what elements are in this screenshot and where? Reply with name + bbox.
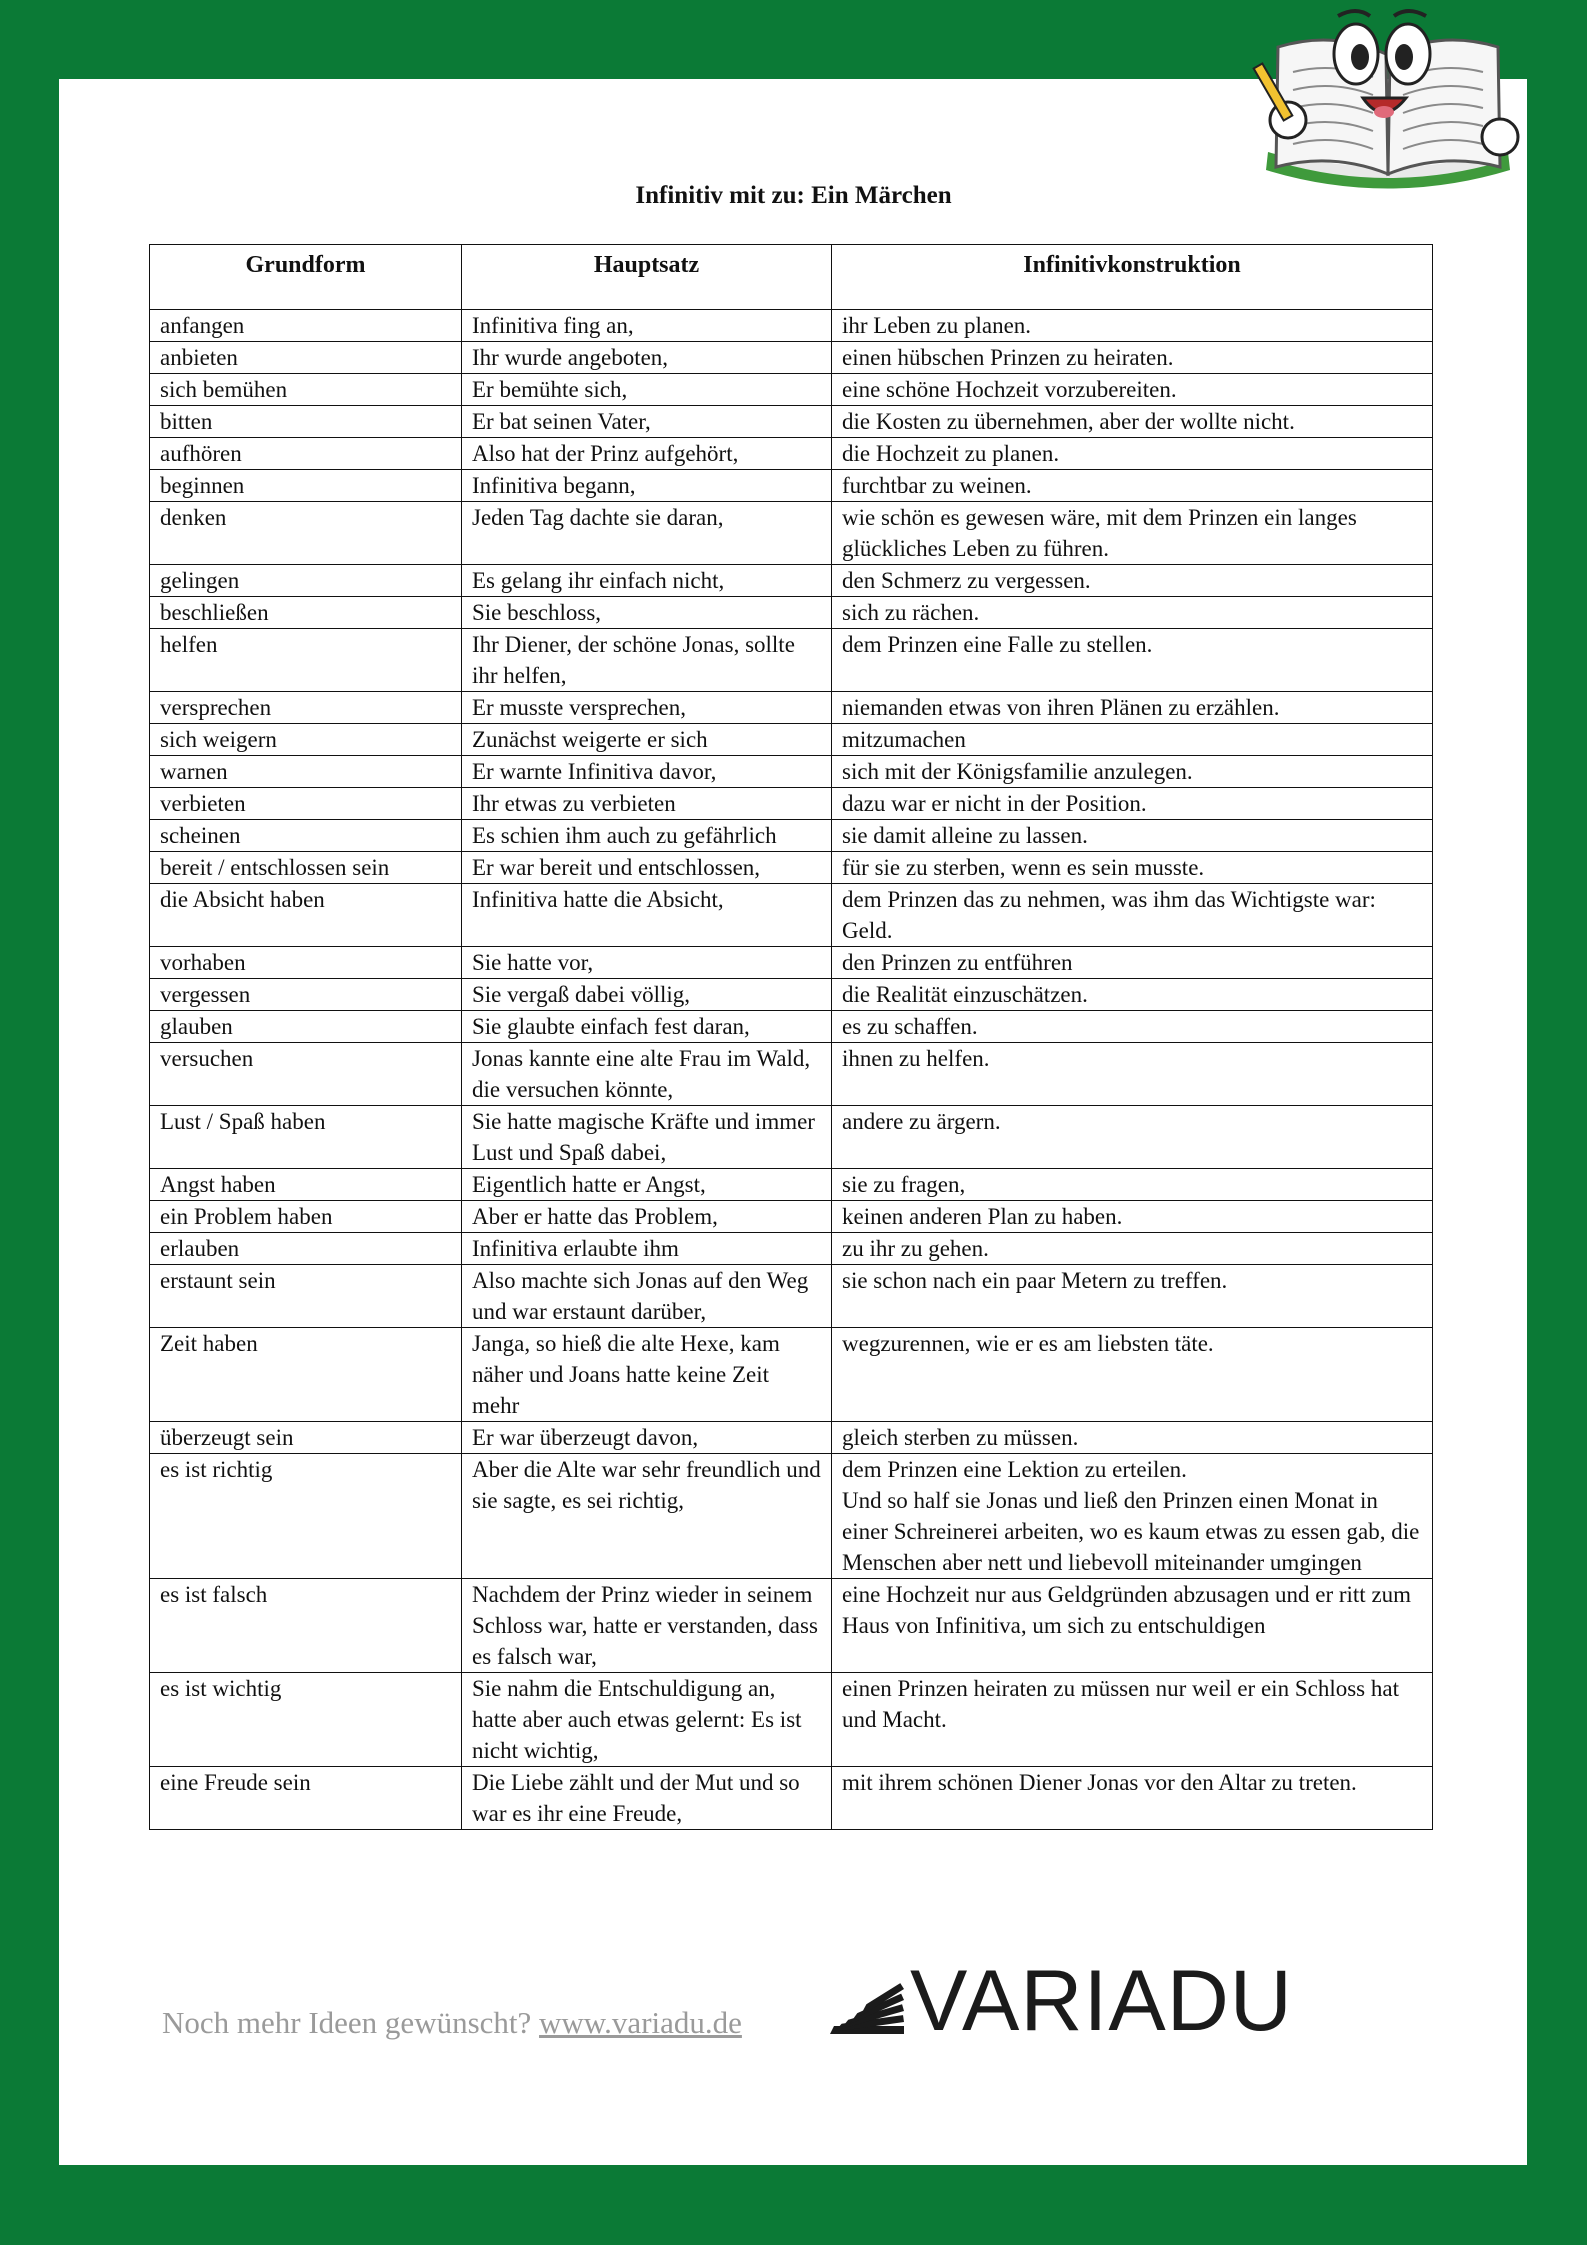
- cell-infinitivkonstruktion: dem Prinzen eine Lektion zu erteilen. Und so half sie Jonas und ließ den Prinzen einen Monat in einer Schreinerei arbeiten, wo es kaum etwas zu essen gab, die Menschen aber nett und liebevoll miteinander umgingen: [832, 1454, 1433, 1579]
- cell-hauptsatz: Infinitiva erlaubte ihm: [462, 1233, 832, 1265]
- cell-hauptsatz: Es gelang ihr einfach nicht,: [462, 565, 832, 597]
- cell-hauptsatz: Er war bereit und entschlossen,: [462, 852, 832, 884]
- brand-rays-icon: [828, 1964, 906, 2038]
- table-row: [150, 947, 1433, 979]
- cell-grundform: versprechen: [150, 692, 462, 724]
- cell-grundform: helfen: [150, 629, 462, 692]
- cell-hauptsatz: Ihr wurde angeboten,: [462, 342, 832, 374]
- cell-grundform: bereit / entschlossen sein: [150, 852, 462, 884]
- cell-infinitivkonstruktion: den Schmerz zu vergessen.: [832, 565, 1433, 597]
- table-row: [150, 788, 1433, 820]
- table-header-row: [150, 245, 1433, 310]
- cell-grundform: die Absicht haben: [150, 884, 462, 947]
- column-header-hauptsatz: Hauptsatz: [462, 245, 832, 310]
- table-row: [150, 1579, 1433, 1673]
- table-row: [150, 1043, 1433, 1106]
- cell-hauptsatz: Infinitiva hatte die Absicht,: [462, 884, 832, 947]
- cell-infinitivkonstruktion: sich zu rächen.: [832, 597, 1433, 629]
- cell-hauptsatz: Sie glaubte einfach fest daran,: [462, 1011, 832, 1043]
- cell-hauptsatz: Er bemühte sich,: [462, 374, 832, 406]
- table-row: [150, 502, 1433, 565]
- table-row: [150, 1201, 1433, 1233]
- column-header-infinitivkonstruktion: Infinitivkonstruktion: [832, 245, 1433, 310]
- cell-grundform: vergessen: [150, 979, 462, 1011]
- cell-grundform: anbieten: [150, 342, 462, 374]
- cell-grundform: ein Problem haben: [150, 1201, 462, 1233]
- table-row: [150, 1454, 1433, 1579]
- cell-hauptsatz: Infinitiva fing an,: [462, 310, 832, 342]
- cell-grundform: bitten: [150, 406, 462, 438]
- cell-grundform: glauben: [150, 1011, 462, 1043]
- cell-infinitivkonstruktion: wie schön es gewesen wäre, mit dem Prinzen ein langes glückliches Leben zu führen.: [832, 502, 1433, 565]
- cell-hauptsatz: Also hat der Prinz aufgehört,: [462, 438, 832, 470]
- cell-grundform: scheinen: [150, 820, 462, 852]
- cell-hauptsatz: Also machte sich Jonas auf den Weg und war erstaunt darüber,: [462, 1265, 832, 1328]
- table-row: [150, 597, 1433, 629]
- cell-hauptsatz: Janga, so hieß die alte Hexe, kam näher und Joans hatte keine Zeit mehr: [462, 1328, 832, 1422]
- cell-hauptsatz: Nachdem der Prinz wieder in seinem Schloss war, hatte er verstanden, dass es falsch war,: [462, 1579, 832, 1673]
- cell-infinitivkonstruktion: dem Prinzen das zu nehmen, was ihm das Wichtigste war: Geld.: [832, 884, 1433, 947]
- cell-infinitivkonstruktion: wegzurennen, wie er es am liebsten täte.: [832, 1328, 1433, 1422]
- cell-grundform: Zeit haben: [150, 1328, 462, 1422]
- cell-hauptsatz: Sie hatte magische Kräfte und immer Lust und Spaß dabei,: [462, 1106, 832, 1169]
- cell-hauptsatz: Ihr etwas zu verbieten: [462, 788, 832, 820]
- cell-grundform: überzeugt sein: [150, 1422, 462, 1454]
- table-row: [150, 374, 1433, 406]
- cell-hauptsatz: Zunächst weigerte er sich: [462, 724, 832, 756]
- cell-infinitivkonstruktion: ihr Leben zu planen.: [832, 310, 1433, 342]
- cell-hauptsatz: Er musste versprechen,: [462, 692, 832, 724]
- cell-infinitivkonstruktion: einen hübschen Prinzen zu heiraten.: [832, 342, 1433, 374]
- cell-infinitivkonstruktion: sie zu fragen,: [832, 1169, 1433, 1201]
- cell-grundform: erstaunt sein: [150, 1265, 462, 1328]
- table-row: [150, 1233, 1433, 1265]
- cell-grundform: verbieten: [150, 788, 462, 820]
- footer-text: [162, 2005, 742, 2041]
- cell-hauptsatz: Die Liebe zählt und der Mut und so war es ihr eine Freude,: [462, 1767, 832, 1830]
- cell-grundform: vorhaben: [150, 947, 462, 979]
- cell-infinitivkonstruktion: gleich sterben zu müssen.: [832, 1422, 1433, 1454]
- table-row: [150, 1106, 1433, 1169]
- cell-hauptsatz: Sie nahm die Entschuldigung an, hatte aber auch etwas gelernt: Es ist nicht wichtig,: [462, 1673, 832, 1767]
- cell-grundform: sich bemühen: [150, 374, 462, 406]
- cell-hauptsatz: Jonas kannte eine alte Frau im Wald, die versuchen könnte,: [462, 1043, 832, 1106]
- cell-grundform: beschließen: [150, 597, 462, 629]
- cell-grundform: erlauben: [150, 1233, 462, 1265]
- cell-hauptsatz: Sie beschloss,: [462, 597, 832, 629]
- cell-infinitivkonstruktion: sie schon nach ein paar Metern zu treffen.: [832, 1265, 1433, 1328]
- table-row: [150, 724, 1433, 756]
- cell-infinitivkonstruktion: den Prinzen zu entführen: [832, 947, 1433, 979]
- cell-infinitivkonstruktion: einen Prinzen heiraten zu müssen nur weil er ein Schloss hat und Macht.: [832, 1673, 1433, 1767]
- cell-infinitivkonstruktion: sich mit der Königsfamilie anzulegen.: [832, 756, 1433, 788]
- cell-infinitivkonstruktion: die Kosten zu übernehmen, aber der wollte nicht.: [832, 406, 1433, 438]
- cell-hauptsatz: Infinitiva begann,: [462, 470, 832, 502]
- cell-hauptsatz: Aber die Alte war sehr freundlich und sie sagte, es sei richtig,: [462, 1454, 832, 1579]
- table-row: [150, 852, 1433, 884]
- table-row: [150, 1169, 1433, 1201]
- table-row: [150, 1265, 1433, 1328]
- cell-hauptsatz: Ihr Diener, der schöne Jonas, sollte ihr helfen,: [462, 629, 832, 692]
- cell-infinitivkonstruktion: die Realität einzuschätzen.: [832, 979, 1433, 1011]
- table-row: [150, 979, 1433, 1011]
- cell-infinitivkonstruktion: mitzumachen: [832, 724, 1433, 756]
- cell-grundform: gelingen: [150, 565, 462, 597]
- cell-infinitivkonstruktion: andere zu ärgern.: [832, 1106, 1433, 1169]
- cell-infinitivkonstruktion: dem Prinzen eine Falle zu stellen.: [832, 629, 1433, 692]
- table-row: [150, 438, 1433, 470]
- cell-infinitivkonstruktion: sie damit alleine zu lassen.: [832, 820, 1433, 852]
- cell-grundform: anfangen: [150, 310, 462, 342]
- cell-hauptsatz: Sie vergaß dabei völlig,: [462, 979, 832, 1011]
- cell-hauptsatz: Er warnte Infinitiva davor,: [462, 756, 832, 788]
- table-row: [150, 406, 1433, 438]
- cell-infinitivkonstruktion: furchtbar zu weinen.: [832, 470, 1433, 502]
- table-row: [150, 310, 1433, 342]
- table-row: [150, 692, 1433, 724]
- cell-grundform: warnen: [150, 756, 462, 788]
- cell-hauptsatz: Aber er hatte das Problem,: [462, 1201, 832, 1233]
- footer-prompt: Noch mehr Ideen gewünscht?: [162, 2005, 532, 2040]
- cell-infinitivkonstruktion: keinen anderen Plan zu haben.: [832, 1201, 1433, 1233]
- table-row: [150, 1673, 1433, 1767]
- cell-hauptsatz: Sie hatte vor,: [462, 947, 832, 979]
- table-row: [150, 1328, 1433, 1422]
- cell-hauptsatz: Er bat seinen Vater,: [462, 406, 832, 438]
- infinitive-table: [149, 244, 1433, 1830]
- cell-grundform: es ist falsch: [150, 1579, 462, 1673]
- cell-grundform: aufhören: [150, 438, 462, 470]
- cell-hauptsatz: Es schien ihm auch zu gefährlich: [462, 820, 832, 852]
- cell-infinitivkonstruktion: ihnen zu helfen.: [832, 1043, 1433, 1106]
- cell-infinitivkonstruktion: niemanden etwas von ihren Plänen zu erzählen.: [832, 692, 1433, 724]
- table-row: [150, 470, 1433, 502]
- website-link[interactable]: www.variadu.de: [539, 2005, 742, 2040]
- brand-logo: [828, 1953, 1293, 2049]
- column-header-grundform: Grundform: [150, 245, 462, 310]
- cell-grundform: denken: [150, 502, 462, 565]
- cell-grundform: sich weigern: [150, 724, 462, 756]
- cell-infinitivkonstruktion: die Hochzeit zu planen.: [832, 438, 1433, 470]
- table-row: [150, 1011, 1433, 1043]
- table-row: [150, 756, 1433, 788]
- cell-grundform: es ist richtig: [150, 1454, 462, 1579]
- cell-infinitivkonstruktion: es zu schaffen.: [832, 1011, 1433, 1043]
- cell-hauptsatz: Jeden Tag dachte sie daran,: [462, 502, 832, 565]
- cell-grundform: versuchen: [150, 1043, 462, 1106]
- table-row: [150, 629, 1433, 692]
- cell-hauptsatz: Eigentlich hatte er Angst,: [462, 1169, 832, 1201]
- cell-hauptsatz: Er war überzeugt davon,: [462, 1422, 832, 1454]
- cell-infinitivkonstruktion: eine schöne Hochzeit vorzubereiten.: [832, 374, 1433, 406]
- footer: [162, 1953, 1362, 2060]
- cell-infinitivkonstruktion: dazu war er nicht in der Position.: [832, 788, 1433, 820]
- cell-grundform: Lust / Spaß haben: [150, 1106, 462, 1169]
- cell-infinitivkonstruktion: eine Hochzeit nur aus Geldgründen abzusagen und er ritt zum Haus von Infinitiva, um sich zu entschuldigen: [832, 1579, 1433, 1673]
- brand-name: VARIADU: [910, 1953, 1293, 2049]
- table-row: [150, 884, 1433, 947]
- table-row: [150, 342, 1433, 374]
- table-row: [150, 565, 1433, 597]
- table-row: [150, 1422, 1433, 1454]
- page-title: Infinitiv mit zu: Ein Märchen: [635, 182, 952, 209]
- table-row: [150, 820, 1433, 852]
- cell-infinitivkonstruktion: für sie zu sterben, wenn es sein musste.: [832, 852, 1433, 884]
- cell-grundform: Angst haben: [150, 1169, 462, 1201]
- table-row: [150, 1767, 1433, 1830]
- cell-infinitivkonstruktion: zu ihr zu gehen.: [832, 1233, 1433, 1265]
- cell-grundform: es ist wichtig: [150, 1673, 462, 1767]
- cell-grundform: eine Freude sein: [150, 1767, 462, 1830]
- cell-grundform: beginnen: [150, 470, 462, 502]
- cell-infinitivkonstruktion: mit ihrem schönen Diener Jonas vor den Altar zu treten.: [832, 1767, 1433, 1830]
